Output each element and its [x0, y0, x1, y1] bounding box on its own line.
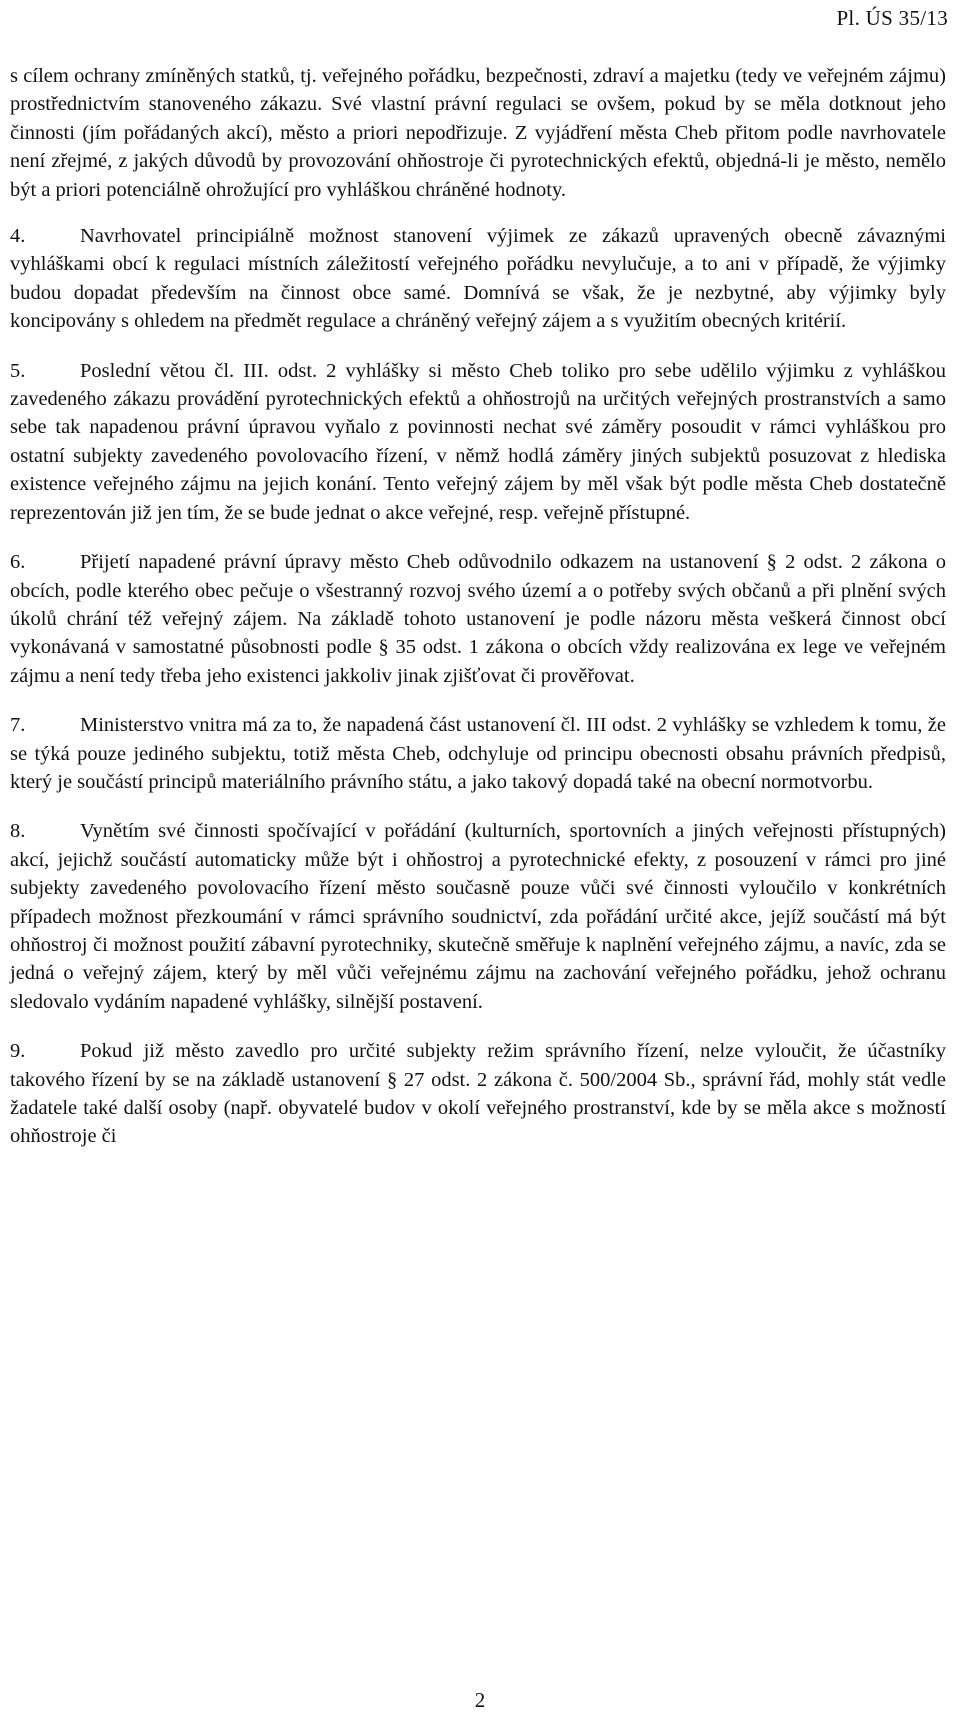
paragraph-6 — [10, 548, 946, 690]
paragraph-number: 6. — [10, 551, 26, 574]
paragraph-9 — [10, 1037, 946, 1151]
paragraph-number: 8. — [10, 820, 26, 843]
document-body — [10, 62, 946, 1172]
case-reference: Pl. ÚS 35/13 — [836, 6, 948, 30]
paragraph-text: Přijetí napadené právní úpravy město Cheb odůvodnilo odkazem na ustanovení § 2 odst. 2 zákona o obcích, podle kterého obec pečuje o všestranný rozvoj svého území a o potřeby svých občanů a při plnění svých úkolů chrání též veřejný zájem. Na základě tohoto ustanovení je podle názoru města veškerá činnost obcí vykonávaná v samostatné působnosti podle § 35 odst. 1 zákona o obcích vždy realizována ex lege ve veřejném zájmu a není tedy třeba jeho existenci jakkoliv jinak zjišťovat či prověřovat. — [10, 551, 946, 687]
paragraph-number: 4. — [10, 225, 26, 248]
paragraph-text: Ministerstvo vnitra má za to, že napadená část ustanovení čl. III odst. 2 vyhlášky se vzhledem k tomu, že se týká pouze jediného subjektu, totiž města Cheb, odchyluje od principu obecnosti obsahu právních předpisů, který je součástí principů materiálního právního státu, a jako takový dopadá také na obecní normotvorbu. — [10, 714, 946, 793]
paragraph-text: Poslední větou čl. III. odst. 2 vyhlášky si město Cheb toliko pro sebe udělilo výjimku z vyhláškou zavedeného zákazu provádění pyrotechnických efektů a ohňostrojů na určitých veřejných prostranstvích a samo sebe tak napadenou právní úpravou vyňalo z povinnosti nechat své záměry posoudit v rámci vyhláškou pro ostatní subjekty zavedeného povolovacího řízení, v němž hodlá záměry jiných subjektů posuzovat z hlediska existence veřejného zájmu na jejich konání. Tento veřejný zájem by měl však být podle města Cheb dostatečně reprezentován již jen tím, že se bude jednat o akce veřejné, resp. veřejně přístupné. — [10, 359, 946, 524]
paragraph-number: 7. — [10, 714, 26, 737]
paragraph-4 — [10, 222, 946, 336]
paragraph-7 — [10, 711, 946, 796]
paragraph-text: Pokud již město zavedlo pro určité subjekty režim správního řízení, nelze vyloučit, že účastníky takového řízení by se na základě ustanovení § 27 odst. 2 zákona č. 500/2004 Sb., správní řád, mohly stát vedle žadatele také další osoby (např. obyvatelé budov v okolí veřejného prostranství, kde by se měla akce s možností ohňostroje či — [10, 1040, 946, 1148]
paragraph-text: s cílem ochrany zmíněných statků, tj. veřejného pořádku, bezpečnosti, zdraví a majetku (tedy ve veřejném zájmu) prostřednictvím stanoveného zákazu. Své vlastní právní regulaci se ovšem, pokud by se měla dotknout jeho činnosti (jím pořádaných akcí), město a priori nepodřizuje. Z vyjádření města Cheb přitom podle navrhovatele není zřejmé, z jakých důvodů by provozování ohňostroje či pyrotechnických efektů, objedná-li je město, nemělo být a priori potenciálně ohrožující pro vyhláškou chráněné hodnoty. — [10, 65, 946, 201]
paragraph-text: Navrhovatel principiálně možnost stanovení výjimek ze zákazů upravených obecně závaznými vyhláškami obcí k regulaci místních záležitostí veřejného pořádku nevylučuje, a to ani v případě, že výjimky budou dopadat především na činnost obce samé. Domnívá se však, že je nezbytné, aby výjimky byly koncipovány s ohledem na předmět regulace a chráněný veřejný zájem a s využitím obecných kritérií. — [10, 225, 946, 333]
paragraph-continuation — [10, 62, 946, 204]
page-number: 2 — [474, 1688, 486, 1712]
paragraph-number: 5. — [10, 359, 26, 382]
paragraph-text: Vynětím své činnosti spočívající v pořádání (kulturních, sportovních a jiných veřejnosti přístupných) akcí, jejichž součástí automaticky může být i ohňostroj a pyrotechnické efekty, z posouzení v rámci pro jiné subjekty zavedeného povolovacího řízení město současně pouze vůči své činnosti vyloučilo v konkrétních případech možnost přezkoumání v rámci správního soudnictví, zda pořádání určité akce, jejíž součástí má být ohňostroj či možnost použití zábavní pyrotechniky, skutečně směřuje k naplnění veřejného zájmu, a navíc, zda se jedná o veřejný zájem, který by měl vůči veřejnému zájmu na zachování veřejného pořádku, jehož ochranu sledovalo vydáním napadené vyhlášky, silnější postavení. — [10, 820, 946, 1013]
paragraph-number: 9. — [10, 1040, 26, 1063]
paragraph-8 — [10, 817, 946, 1016]
paragraph-5 — [10, 357, 946, 527]
